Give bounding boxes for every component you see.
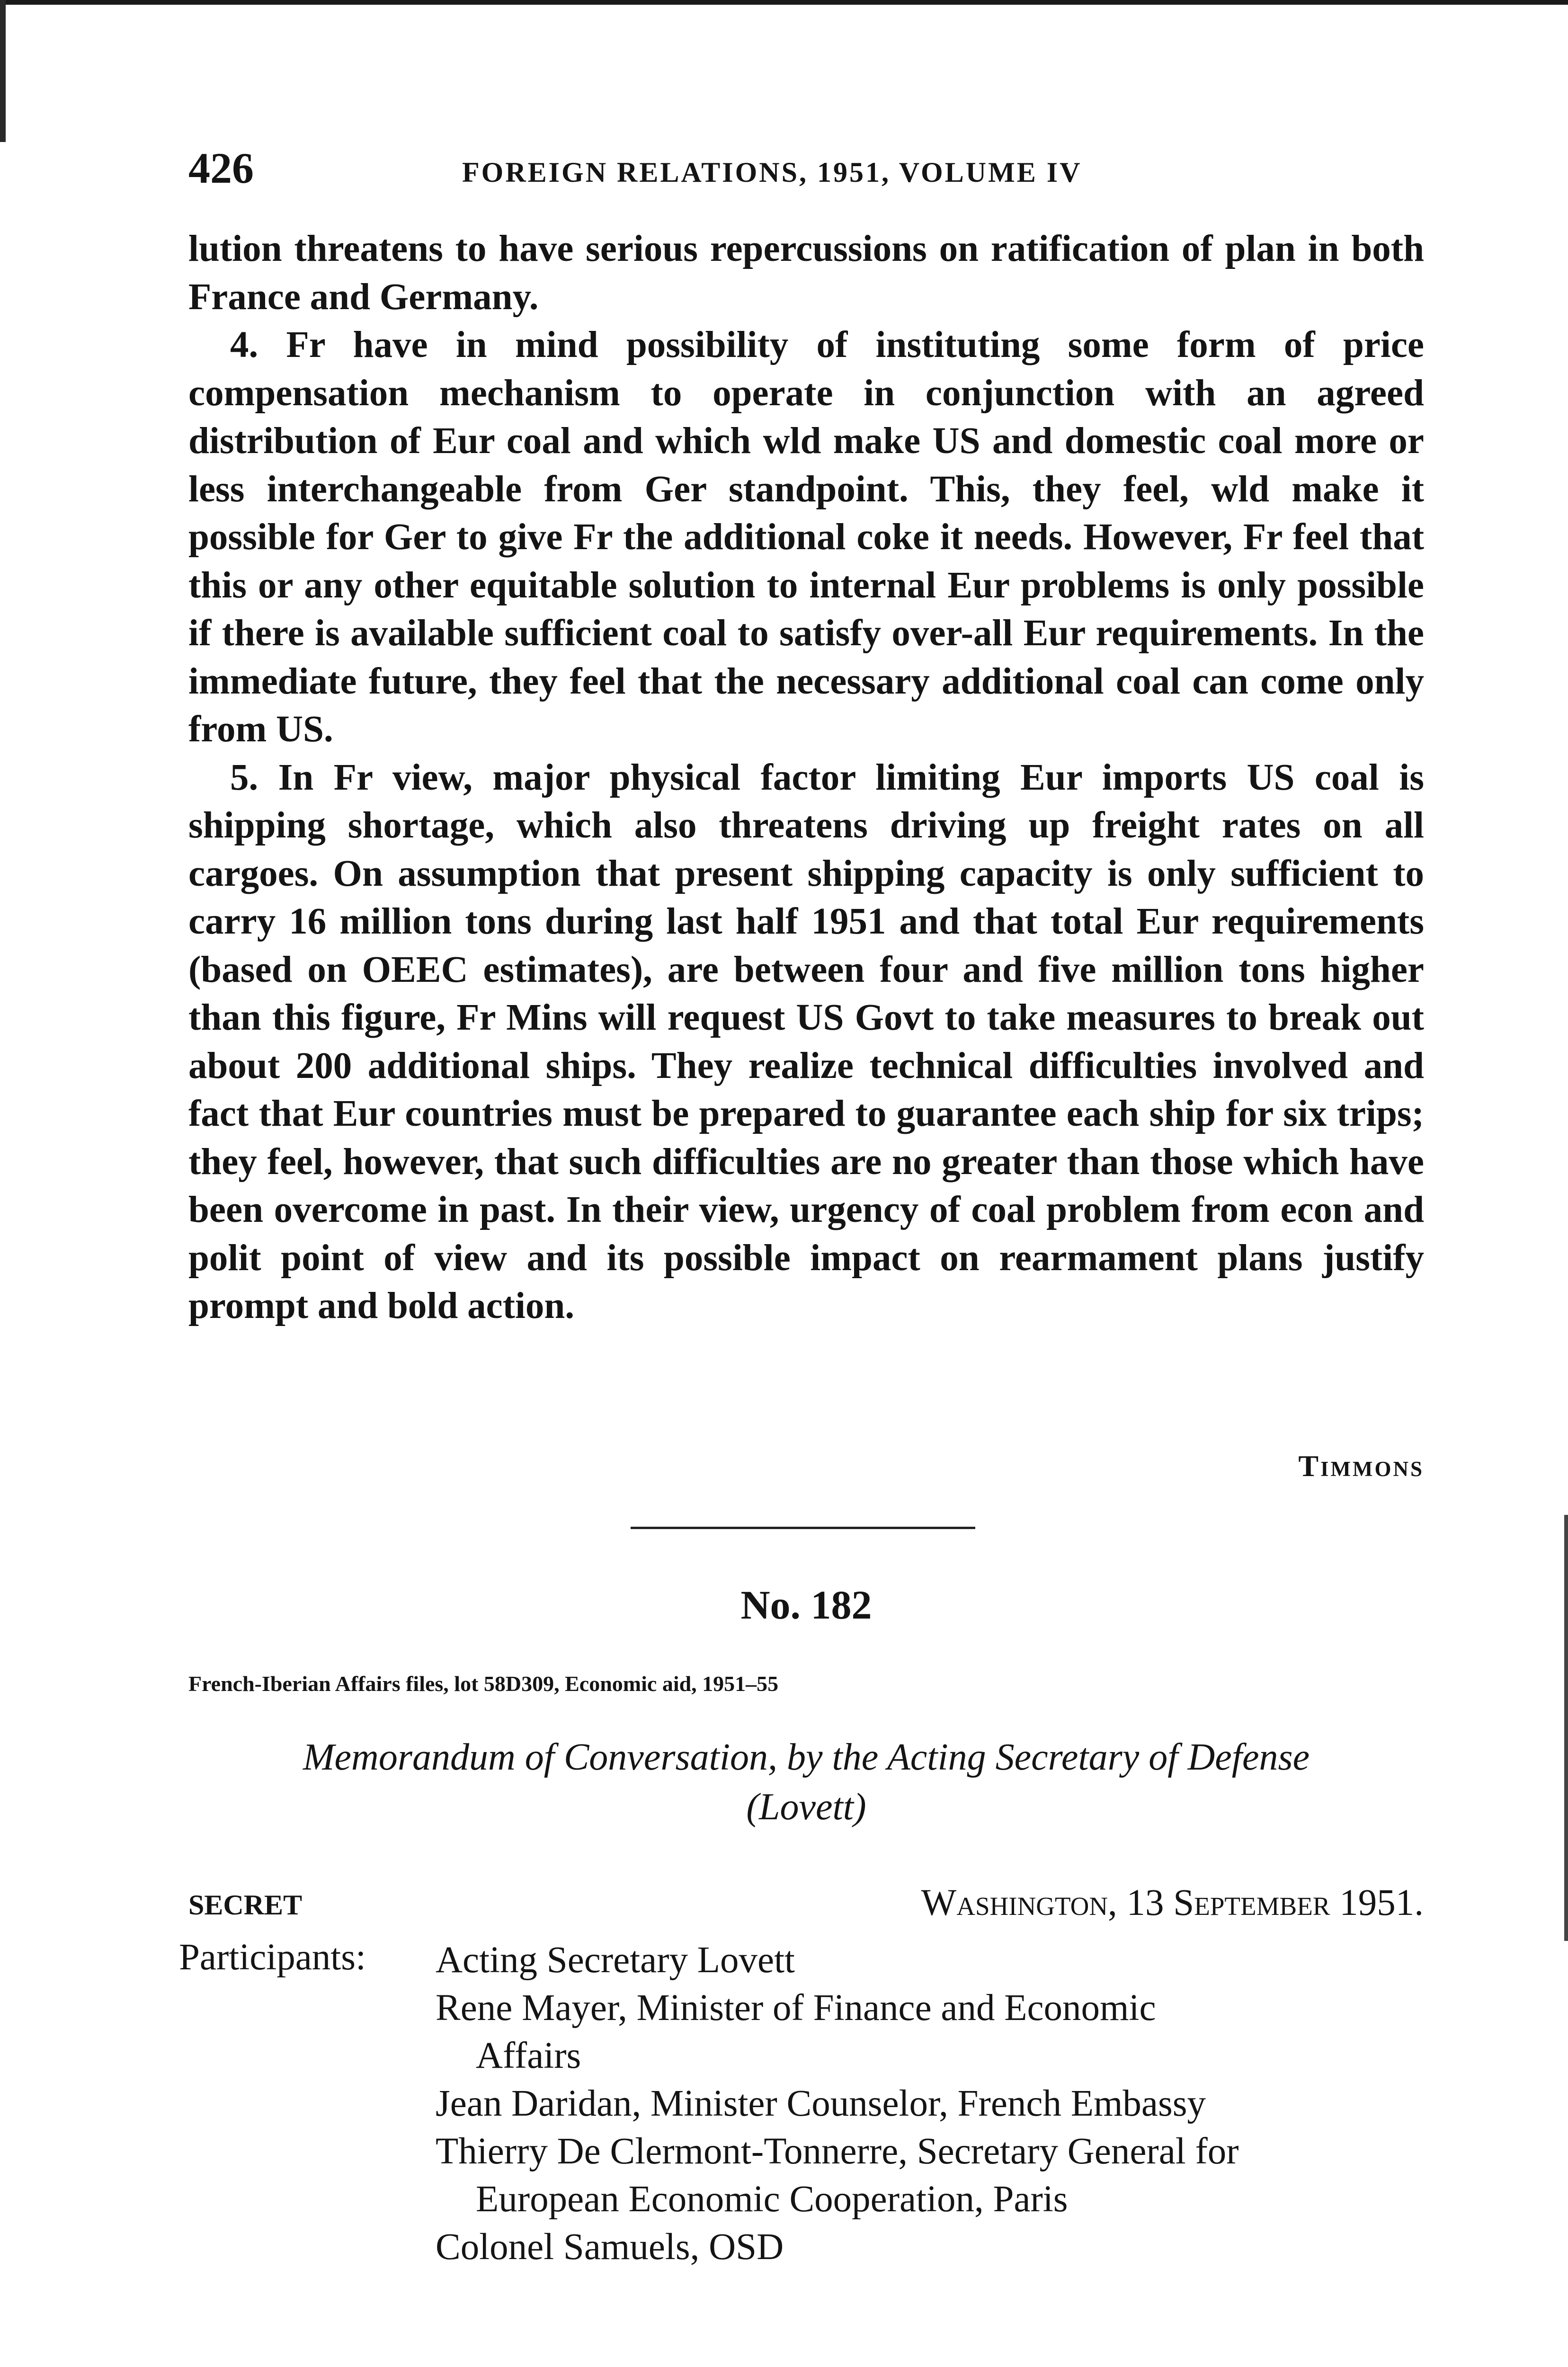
document-title-line-1: Memorandum of Conversation, by the Acting Secretary of Defense — [303, 1736, 1310, 1778]
dateline — [921, 1882, 1424, 1924]
signer-text: Timmons — [1298, 1449, 1424, 1483]
participant-item: Acting Secretary Lovett — [436, 1940, 795, 1981]
scan-edge-mark-right — [1564, 1515, 1568, 1941]
scan-edge-mark — [0, 0, 6, 142]
section-divider — [631, 1527, 975, 1529]
running-title: FOREIGN RELATIONS, 1951, VOLUME IV — [462, 157, 1082, 188]
document-number: No. 182 — [740, 1582, 872, 1628]
page-header — [188, 142, 1424, 194]
participant-item: Colonel Samuels, OSD — [436, 2226, 784, 2268]
signer-name — [188, 1449, 1424, 1484]
participants-list — [436, 1936, 1430, 2271]
page-top-edge — [0, 0, 1568, 5]
document-title — [188, 1733, 1424, 1832]
source-note: French-Iberian Affairs files, lot 58D309, Economic aid, 1951–55 — [188, 1672, 779, 1696]
participant-item: Jean Daridan, Minister Counselor, French Embassy — [436, 2083, 1206, 2124]
participant-item: Thierry De Clermont-Tonnerre, Secretary General for European Economic Cooperation, Paris — [436, 2131, 1239, 2220]
document-title-line-2: (Lovett) — [746, 1786, 866, 1828]
page-number: 426 — [188, 144, 254, 192]
dateline-text: Washington, 13 September 1951. — [921, 1882, 1424, 1923]
participant-item: Rene Mayer, Minister of Finance and Economic Affairs — [436, 1987, 1156, 2076]
paragraph-continuation: lution threatens to have serious repercussions on ratification of plan in both France and Germany. — [188, 228, 1424, 318]
paragraph-5: 5. In Fr view, major physical factor limiting Eur imports US coal is shipping shortage, which also threatens driving up freight rates on all cargoes. On assumption that present shipping capacity is only sufficient to carry 16 million tons during last half 1951 and that total Eur requirements (based on OEEC estimates), are between four and five million tons higher than this figure, Fr Mins will request US Govt to take measures to break out about 200 additional ships. They realize technical difficulties involved and fact that Eur countries must be prepared to guarantee each ship for six trips; they feel, however, that such difficulties are no greater than those which have been overcome in past. In their view, urgency of coal problem from econ and polit point of view and its possible impact on rearmament plans justify prompt and bold action. — [188, 756, 1424, 1326]
classification-label: SECRET — [188, 1889, 303, 1921]
paragraph-4: 4. Fr have in mind possibility of instituting some form of price compensation mechanism to operate in conjunction with an agreed distribution of Eur coal and which wld make US and domestic coal more or less interchangeable from Ger standpoint. This, they feel, wld make it possible for Ger to give Fr the additional coke it needs. However, Fr feel that this or any other equitable solution to internal Eur problems is only possible if there is available sufficient coal to satisfy over-all Eur requirements. In the immediate future, they feel that the necessary additional coal can come only from US. — [188, 324, 1424, 750]
telegram-body — [188, 225, 1424, 1330]
participants-label: Participants: — [179, 1937, 366, 1978]
